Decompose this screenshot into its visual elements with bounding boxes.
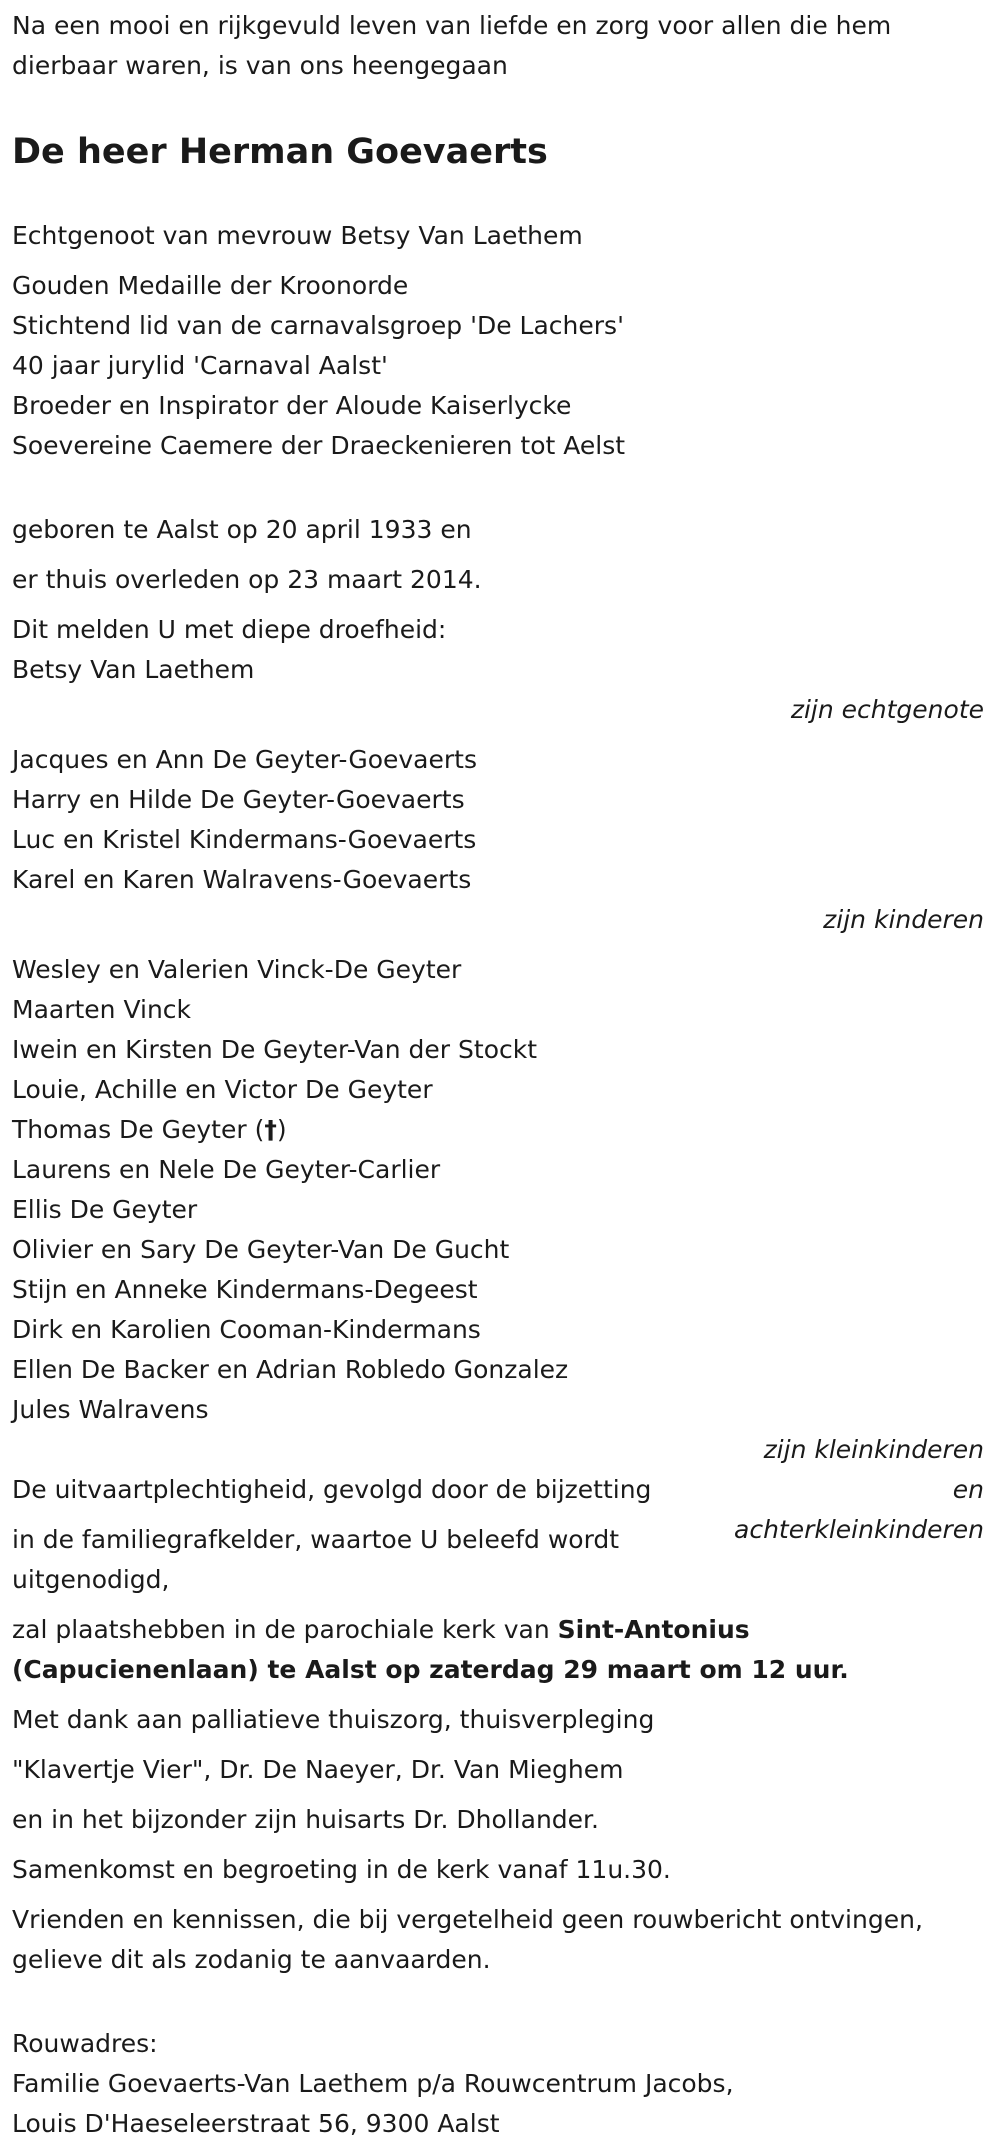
announce-line: Dit melden U met diepe droefheid: (12, 615, 447, 644)
grandchild-name-text: Thomas De Geyter ( (12, 1115, 265, 1144)
grandchildren-role-line: en (952, 1475, 984, 1504)
birth-line: geboren te Aalst op 20 april 1933 en (12, 515, 472, 544)
grandchild-name: Maarten Vinck (12, 995, 192, 1024)
grandchild-name: Ellen De Backer en Adrian Robledo Gonzalez (12, 1355, 569, 1384)
funeral-details: (Capucienenlaan) te Aalst op zaterdag 29 maart om 12 uur. (12, 1655, 849, 1684)
grandchild-name (12, 1110, 988, 1150)
church-name: Sint-Antonius (557, 1615, 750, 1644)
grandchildren-role (734, 1430, 984, 1550)
titles-list (12, 266, 988, 466)
funeral-line: in de familiegrafkelder, waartoe U beleefd wordt (12, 1525, 620, 1554)
gathering-line: Samenkomst en begroeting in de kerk vanaf 11u.30. (12, 1855, 671, 1884)
grandchild-name: Stijn en Anneke Kindermans-Degeest (12, 1275, 478, 1304)
friends-block (12, 1900, 988, 1980)
grandchildren-role-line: achterkleinkinderen (734, 1515, 984, 1544)
child-name: Jacques en Ann De Geyter-Goevaerts (12, 745, 477, 774)
funeral-line: uitgenodigd, (12, 1565, 170, 1594)
spouse-name: Betsy Van Laethem (12, 655, 255, 684)
address-label: Rouwadres: (12, 2029, 158, 2058)
funeral-block (12, 1430, 988, 1690)
grandchild-name: Jules Walravens (12, 1395, 209, 1424)
title-item: Gouden Medaille der Kroonorde (12, 271, 409, 300)
spouse-line: Echtgenoot van mevrouw Betsy Van Laethem (12, 221, 583, 250)
grandchild-name: Wesley en Valerien Vinck-De Geyter (12, 955, 462, 984)
title-item: Stichtend lid van de carnavalsgroep 'De Lachers' (12, 311, 624, 340)
friends-line: Vrienden en kennissen, die bij vergetelheid geen rouwbericht ontvingen, (12, 1905, 923, 1934)
intro-text (12, 0, 988, 86)
cross-icon: † (264, 1115, 277, 1144)
grandchild-name: Ellis De Geyter (12, 1195, 198, 1224)
spouse-block (12, 650, 988, 730)
grandchild-name: Iwein en Kirsten De Geyter-Van der Stockt (12, 1035, 538, 1064)
thanks-line: Met dank aan palliatieve thuiszorg, thuisverpleging (12, 1705, 655, 1734)
spouse-role: zijn echtgenote (790, 695, 984, 724)
address-block (12, 2024, 988, 2144)
funeral-line: De uitvaartplechtigheid, gevolgd door de bijzetting (12, 1475, 652, 1504)
thanks-block (12, 1700, 988, 1840)
intro-line: dierbaar waren, is van ons heengegaan (12, 51, 508, 80)
thanks-line: "Klavertje Vier", Dr. De Naeyer, Dr. Van Mieghem (12, 1755, 624, 1784)
paren-close: ) (276, 1115, 287, 1144)
grandchild-name: Louie, Achille en Victor De Geyter (12, 1075, 433, 1104)
title-item: 40 jaar jurylid 'Carnaval Aalst' (12, 351, 388, 380)
grandchild-name: Dirk en Karolien Cooman-Kindermans (12, 1315, 481, 1344)
child-name: Karel en Karen Walravens-Goevaerts (12, 865, 472, 894)
friends-line: gelieve dit als zodanig te aanvaarden. (12, 1945, 491, 1974)
grandchildren-block (12, 950, 988, 1430)
funeral-text: zal plaatshebben in de parochiale kerk van (12, 1615, 558, 1644)
thanks-line: en in het bijzonder zijn huisarts Dr. Dhollander. (12, 1805, 599, 1834)
title-item: Soevereine Caemere der Draeckenieren tot Aelst (12, 431, 626, 460)
children-role: zijn kinderen (823, 905, 984, 934)
title-item: Broeder en Inspirator der Aloude Kaiserlycke (12, 391, 572, 420)
death-line: er thuis overleden op 23 maart 2014. (12, 565, 482, 594)
grandchild-name: Laurens en Nele De Geyter-Carlier (12, 1155, 441, 1184)
child-name: Harry en Hilde De Geyter-Goevaerts (12, 785, 465, 814)
child-name: Luc en Kristel Kindermans-Goevaerts (12, 825, 477, 854)
funeral-line (12, 1610, 988, 1650)
grandchild-name: Olivier en Sary De Geyter-Van De Gucht (12, 1235, 510, 1264)
address-line: Louis D'Haeseleerstraat 56, 9300 Aalst (12, 2109, 500, 2138)
deceased-name: De heer Herman Goevaerts (12, 132, 548, 172)
grandchildren-role-line: zijn kleinkinderen (763, 1435, 984, 1464)
children-block (12, 740, 988, 940)
address-line: Familie Goevaerts-Van Laethem p/a Rouwcentrum Jacobs, (12, 2069, 734, 2098)
intro-line: Na een mooi en rijkgevuld leven van liefde en zorg voor allen die hem (12, 11, 892, 40)
